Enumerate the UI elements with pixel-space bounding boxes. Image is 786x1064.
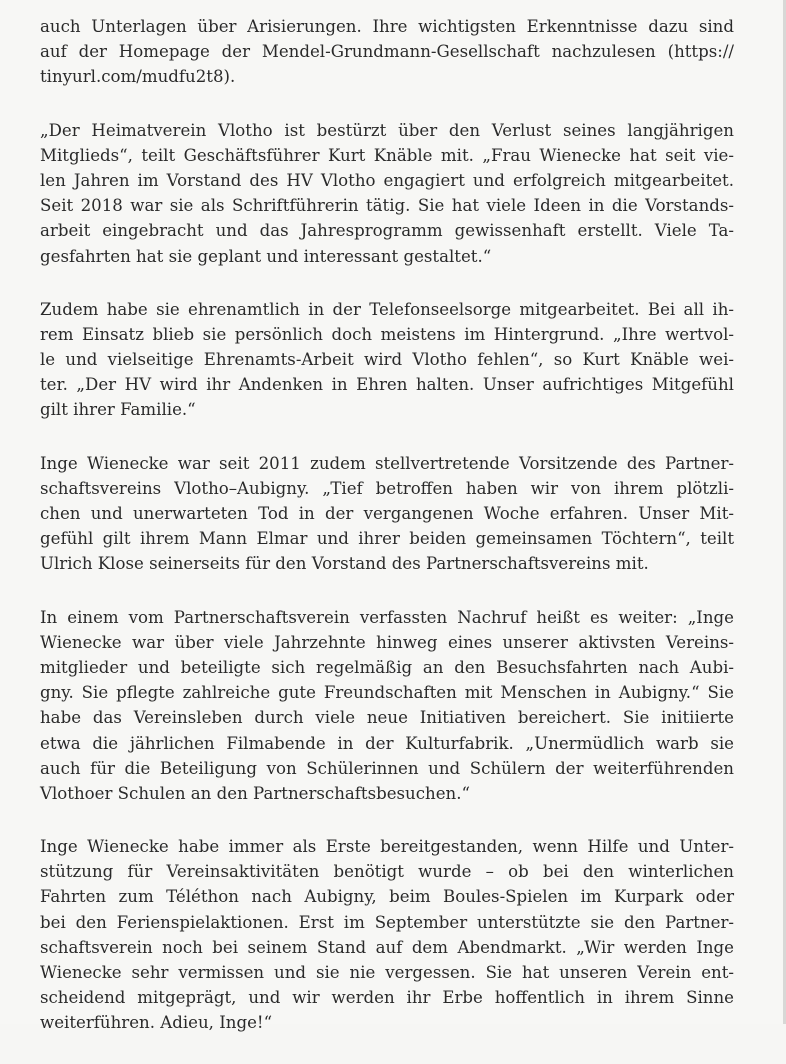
- text-line: auf der Homepage der Mendel-Grundmann-Gesellschaft nachzulesen (https://: [40, 42, 734, 62]
- text-line: auch Unterlagen über Arisierungen. Ihre wichtigsten Erkenntnisse dazu sind: [40, 17, 734, 36]
- text-line: bei den Ferienspielaktionen. Erst im September unterstützte sie den Partner-: [40, 912, 734, 932]
- text-line: arbeit eingebracht und das Jahresprogramm gewissenhaft erstellt. Viele Ta-: [40, 221, 734, 241]
- paragraph-1: [40, 14, 734, 90]
- paragraph-3: [40, 297, 734, 423]
- text-line: gefühl gilt ihrem Mann Elmar und ihrer beiden gemeinsamen Töchtern“, teilt: [40, 529, 734, 549]
- article-body: [40, 14, 734, 1064]
- text-line: ter. „Der HV wird ihr Andenken in Ehren halten. Unser aufrichtiges Mitgefühl: [40, 375, 734, 395]
- text-line: le und vielseitige Ehrenamts-Arbeit wird Vlotho fehlen“, so Kurt Knäble wei-: [40, 350, 734, 370]
- text-line: len Jahren im Vorstand des HV Vlotho engagiert und erfolgreich mitgearbeitet.: [40, 170, 734, 190]
- text-line: Fahrten zum Téléthon nach Aubigny, beim Boules-Spielen im Kurpark oder: [40, 887, 734, 907]
- paragraph-5: [40, 605, 734, 807]
- text-line: mitglieder und beteiligte sich regelmäßig an den Besuchsfahrten nach Aubi-: [40, 657, 734, 677]
- text-line: auch für die Beteiligung von Schülerinnen und Schülern der weiterführenden: [40, 758, 734, 778]
- paragraph-4: [40, 451, 734, 577]
- text-line: Inge Wienecke habe immer als Erste bereitgestanden, wenn Hilfe und Unter-: [40, 837, 734, 857]
- paragraph-2: [40, 118, 734, 269]
- text-line: schaftsverein noch bei seinem Stand auf dem Abendmarkt. „Wir werden Inge: [40, 937, 734, 957]
- text-line: habe das Vereinsleben durch viele neue Initiativen bereichert. Sie initiierte: [40, 708, 734, 728]
- text-line: stützung für Vereinsaktivitäten benötigt wurde – ob bei den winterlichen: [40, 862, 734, 882]
- text-line: „Der Heimatverein Vlotho ist bestürzt über den Verlust seines langjährigen: [40, 120, 734, 140]
- text-line: Seit 2018 war sie als Schriftführerin tätig. Sie hat viele Ideen in die Vorstands-: [40, 196, 734, 216]
- text-line: tinyurl.com/mudfu2t8).: [40, 67, 236, 87]
- text-line: Wienecke war über viele Jahrzehnte hinweg eines unserer aktivsten Vereins-: [40, 632, 734, 652]
- text-line: Vlothoer Schulen an den Partnerschaftsbesuchen.“: [40, 783, 470, 803]
- text-line: schaftsvereins Vlotho–Aubigny. „Tief betroffen haben wir von ihrem plötzli-: [40, 478, 734, 498]
- text-line: Mitglieds“, teilt Geschäftsführer Kurt Knäble mit. „Frau Wienecke hat seit vie-: [40, 145, 734, 165]
- text-line: chen und unerwarteten Tod in der vergangenen Woche erfahren. Unser Mit-: [40, 504, 734, 523]
- text-line: gny. Sie pflegte zahlreiche gute Freundschaften mit Menschen in Aubigny.“ Sie: [40, 683, 734, 703]
- text-line: rem Einsatz blieb sie persönlich doch meistens im Hintergrund. „Ihre wertvol-: [40, 324, 734, 344]
- text-line: In einem vom Partnerschaftsverein verfassten Nachruf heißt es weiter: „Inge: [40, 607, 734, 627]
- text-line: gesfahrten hat sie geplant und interessant gestaltet.“: [40, 246, 492, 266]
- paragraph-6: [40, 834, 734, 1036]
- text-line: Wienecke sehr vermissen und sie nie vergessen. Sie hat unseren Verein ent-: [40, 963, 734, 982]
- text-line: scheidend mitgeprägt, und wir werden ihr Erbe hoffentlich in ihrem Sinne: [40, 988, 734, 1008]
- text-line: gilt ihrer Familie.“: [40, 400, 196, 420]
- text-line: etwa die jährlichen Filmabende in der Kulturfabrik. „Unermüdlich warb sie: [40, 733, 734, 753]
- text-line: Ulrich Klose seinerseits für den Vorstand des Partnerschaftsvereins mit.: [40, 554, 649, 574]
- text-line: Inge Wienecke war seit 2011 zudem stellvertretende Vorsitzende des Partner-: [40, 453, 734, 473]
- text-line: weiterführen. Adieu, Inge!“: [40, 1013, 273, 1033]
- text-line: Zudem habe sie ehrenamtlich in der Telefonseelsorge mitgearbeitet. Bei all ih-: [40, 299, 734, 319]
